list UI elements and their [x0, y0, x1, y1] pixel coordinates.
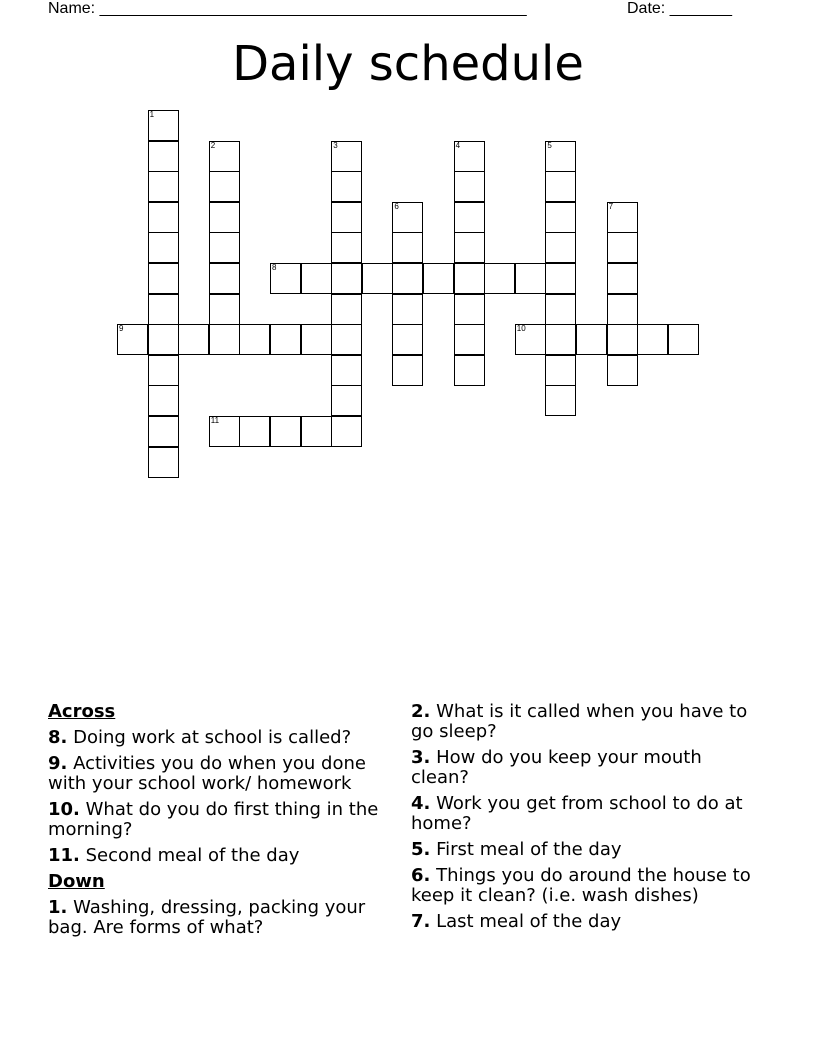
across-clue	[48, 800, 403, 840]
crossword-cell[interactable]	[270, 416, 301, 447]
cell-number: 2	[210, 140, 216, 150]
clue-number: 1.	[48, 897, 68, 918]
clues-right-column	[411, 702, 756, 938]
down-clue	[411, 866, 756, 906]
crossword-cell[interactable]	[545, 324, 576, 355]
cell-number: 11	[210, 416, 220, 425]
crossword-cell[interactable]	[607, 202, 638, 233]
down-clue	[411, 748, 756, 788]
cell-number: 3	[333, 140, 338, 150]
cell-number: 5	[547, 140, 552, 150]
crossword-cell[interactable]	[270, 263, 301, 294]
across-heading: Across	[48, 701, 116, 722]
across-clue	[48, 728, 403, 748]
clue-text: Activities you do when you done with your school work/ homework	[48, 753, 366, 794]
clue-text: Washing, dressing, packing your bag. Are forms of what?	[48, 897, 366, 938]
date-field[interactable]: Date: _______	[627, 0, 732, 17]
crossword-cell[interactable]	[209, 416, 240, 447]
clue-number: 11.	[48, 845, 80, 866]
crossword-cell[interactable]	[148, 263, 179, 294]
crossword-cell[interactable]	[239, 324, 270, 355]
clue-text: What is it called when you have to go sleep?	[411, 701, 748, 742]
crossword-cell[interactable]	[331, 385, 362, 416]
crossword-cell[interactable]	[117, 324, 148, 355]
crossword-cell[interactable]	[178, 324, 209, 355]
crossword-cell[interactable]	[637, 324, 668, 355]
cell-number: 9	[119, 324, 124, 334]
clue-text: Second meal of the day	[85, 845, 300, 866]
down-clue	[411, 794, 756, 834]
clue-text: Last meal of the day	[436, 911, 622, 932]
crossword-cell[interactable]	[545, 385, 576, 416]
crossword-cell[interactable]	[362, 263, 393, 294]
crossword-cell[interactable]	[423, 263, 454, 294]
crossword-cell[interactable]	[392, 294, 423, 325]
crossword-cell[interactable]	[331, 263, 362, 294]
crossword-cell[interactable]	[392, 324, 423, 355]
clue-number: 3.	[411, 747, 431, 768]
clue-number: 10.	[48, 799, 80, 820]
crossword-cell[interactable]	[454, 232, 485, 263]
clue-number: 4.	[411, 793, 431, 814]
crossword-cell[interactable]	[148, 202, 179, 233]
crossword-cell[interactable]	[545, 141, 576, 172]
crossword-cell[interactable]	[148, 141, 179, 172]
crossword-cell[interactable]	[331, 355, 362, 386]
crossword-cell[interactable]	[454, 171, 485, 202]
crossword-cell[interactable]	[484, 263, 515, 294]
crossword-cell[interactable]	[668, 324, 699, 355]
crossword-cell[interactable]	[209, 263, 240, 294]
clue-number: 8.	[48, 727, 68, 748]
crossword-cell[interactable]	[331, 141, 362, 172]
down-heading: Down	[48, 871, 105, 892]
crossword-cell[interactable]	[515, 263, 546, 294]
crossword-cell[interactable]	[392, 263, 423, 294]
crossword-cell[interactable]	[209, 202, 240, 233]
crossword-cell[interactable]	[545, 294, 576, 325]
cell-number: 6	[394, 201, 399, 211]
crossword-cell[interactable]	[545, 232, 576, 263]
crossword-cell[interactable]	[392, 355, 423, 386]
crossword-cell[interactable]	[331, 232, 362, 263]
clue-number: 7.	[411, 911, 431, 932]
clue-text: Doing work at school is called?	[73, 727, 352, 748]
crossword-cell[interactable]	[331, 202, 362, 233]
clue-number: 2.	[411, 701, 431, 722]
crossword-cell[interactable]	[392, 232, 423, 263]
name-field[interactable]: Name: ________________________________________________	[48, 0, 527, 17]
crossword-cell[interactable]	[148, 385, 179, 416]
crossword-cell[interactable]	[209, 171, 240, 202]
crossword-cell[interactable]	[607, 324, 638, 355]
crossword-cell[interactable]	[454, 202, 485, 233]
down-clue	[411, 912, 756, 932]
clue-text: What do you do first thing in the morning?	[48, 799, 379, 840]
cell-number: 10	[516, 324, 526, 334]
crossword-cell[interactable]	[148, 416, 179, 447]
clue-text: Work you get from school to do at home?	[411, 793, 743, 834]
clue-text: First meal of the day	[436, 839, 622, 860]
page-title: Daily schedule	[232, 36, 584, 92]
crossword-cell[interactable]	[545, 263, 576, 294]
crossword-cell[interactable]	[607, 263, 638, 294]
clue-number: 9.	[48, 753, 68, 774]
crossword-cell[interactable]	[301, 263, 332, 294]
crossword-cell[interactable]	[301, 324, 332, 355]
crossword-cell[interactable]	[454, 294, 485, 325]
clue-number: 5.	[411, 839, 431, 860]
crossword-cell[interactable]	[209, 294, 240, 325]
crossword-cell[interactable]	[454, 355, 485, 386]
crossword-cell[interactable]	[239, 416, 270, 447]
crossword-cell[interactable]	[270, 324, 301, 355]
crossword-cell[interactable]	[301, 416, 332, 447]
crossword-cell[interactable]	[545, 202, 576, 233]
crossword-cell[interactable]	[545, 355, 576, 386]
crossword-cell[interactable]	[454, 141, 485, 172]
crossword-cell[interactable]	[607, 232, 638, 263]
cell-number: 4	[455, 140, 461, 150]
down-clue	[411, 702, 756, 742]
crossword-cell[interactable]	[607, 294, 638, 325]
crossword-cell[interactable]	[454, 324, 485, 355]
crossword-cell[interactable]	[331, 324, 362, 355]
clues-left-column	[48, 702, 403, 944]
crossword-cell[interactable]	[148, 110, 179, 141]
crossword-cell[interactable]	[148, 324, 179, 355]
down-clue	[411, 840, 756, 860]
crossword-cell[interactable]	[331, 171, 362, 202]
crossword-cell[interactable]	[545, 171, 576, 202]
crossword-cell[interactable]	[148, 294, 179, 325]
crossword-cell[interactable]	[607, 355, 638, 386]
across-clue	[48, 754, 403, 794]
cell-number: 7	[608, 201, 614, 211]
clue-text: How do you keep your mouth clean?	[411, 747, 702, 788]
crossword-cell[interactable]	[515, 324, 546, 355]
clue-number: 6.	[411, 865, 431, 886]
crossword-cell[interactable]	[148, 447, 179, 478]
crossword-cell[interactable]	[454, 263, 485, 294]
crossword-cell[interactable]	[331, 416, 362, 447]
crossword-cell[interactable]	[148, 355, 179, 386]
clue-text: Things you do around the house to keep it clean? (i.e. wash dishes)	[411, 865, 751, 906]
crossword-cell[interactable]	[148, 171, 179, 202]
cell-number: 1	[149, 110, 155, 119]
cell-number: 8	[272, 263, 277, 272]
crossword-cell[interactable]	[209, 324, 240, 355]
crossword-cell[interactable]	[209, 232, 240, 263]
crossword-cell[interactable]	[392, 202, 423, 233]
down-clue	[48, 898, 403, 938]
across-clue	[48, 846, 403, 866]
crossword-cell[interactable]	[576, 324, 607, 355]
crossword-cell[interactable]	[209, 141, 240, 172]
crossword-cell[interactable]	[331, 294, 362, 325]
crossword-cell[interactable]	[148, 232, 179, 263]
